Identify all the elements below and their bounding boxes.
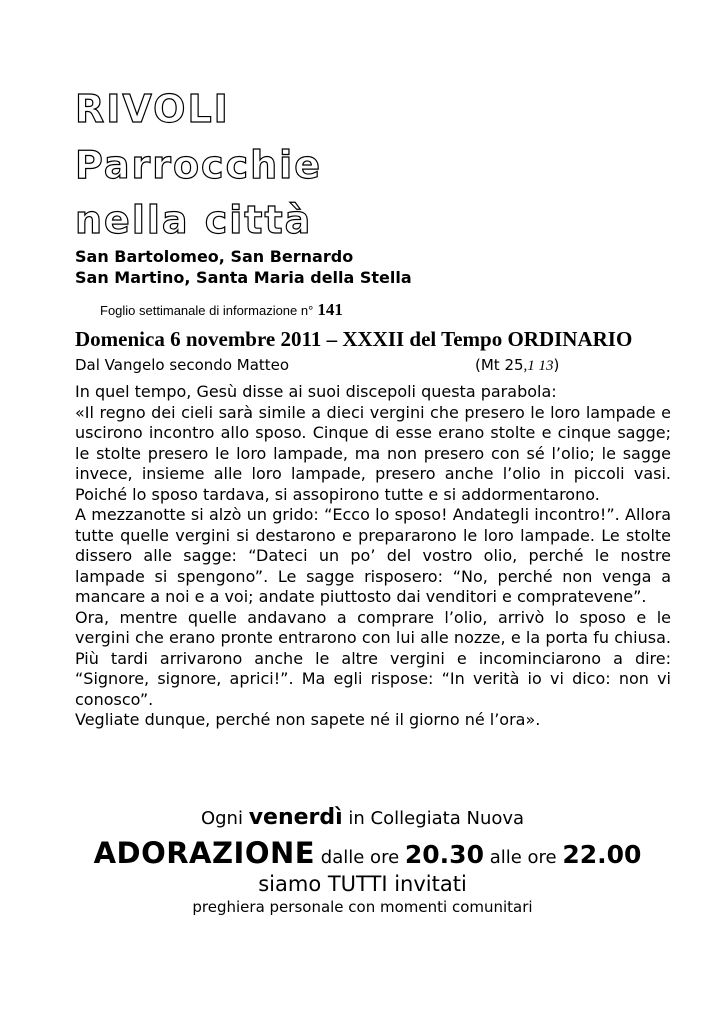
gospel-ref-verses: ,1 13 <box>523 358 554 374</box>
gospel-paragraph: «Il regno dei cieli sarà simile a dieci vergini che presero le loro lampade e uscirono incontro allo sposo. Cinque di esse erano stolte e cinque sagge; le stolte presero le loro lampade, ma non presero con sé l’olio; le sagge invece, insieme alle loro lampade, presero anche l’olio in piccoli vasi. Poiché lo sposo tardava, si assopirono tutte e si addormentarono. <box>75 402 671 504</box>
gospel-reference <box>475 356 559 375</box>
adoration-invite: siamo TUTTI invitati <box>258 872 467 896</box>
parish-line-1: San Bartolomeo, San Bernardo <box>75 247 354 266</box>
foglio-info <box>100 300 343 320</box>
parish-list <box>75 246 412 288</box>
adoration-end-time: 22.00 <box>562 840 642 869</box>
gospel-paragraph: A mezzanotte si alzò un grido: “Ecco lo sposo! Andategli incontro!”. Allora tutte quelle vergini si destarono e prepararono le loro lampade. Le stolte dissero alle sagge: “Dateci un po’ del vostro olio, perché le nostre lampade si spengono”. Le sagge risposero: “No, perché non venga a mancare a noi e a voi; andate piuttosto dai venditori e compratevene”. <box>75 505 671 606</box>
gospel-paragraph: In quel tempo, Gesù disse ai suoi discepoli questa parabola: <box>75 382 557 401</box>
adoration-line-2 <box>10 836 725 870</box>
adoration-notice <box>0 805 725 916</box>
adoration-ogni: Ogni <box>200 808 243 829</box>
gospel-ref-chapter: (Mt 25 <box>475 356 524 374</box>
adoration-dalle-ore: dalle ore <box>320 847 400 868</box>
gospel-ref-close: ) <box>553 356 560 374</box>
adoration-title: ADORAZIONE <box>93 836 316 870</box>
parish-line-2: San Martino, Santa Maria della Stella <box>75 268 412 287</box>
adoration-place: in Collegiata Nuova <box>348 808 525 829</box>
gospel-text <box>75 382 671 731</box>
adoration-alle-ore: alle ore <box>489 847 557 868</box>
title-parrocchie: Parrocchie <box>75 143 322 187</box>
adoration-start-time: 20.30 <box>404 840 484 869</box>
gospel-paragraph: Ora, mentre quelle andavano a comprare l’olio, arrivò lo sposo e le vergini che erano pronte entrarono con lui alle nozze, e la porta fu chiusa. Più tardi arrivarono anche le altre vergini e incominciarono a dire: “Signore, signore, aprici!”. Ma egli rispose: “In verità io vi dico: non vi conosco”. <box>75 607 671 709</box>
gospel-source: Dal Vangelo secondo Matteo <box>75 356 290 374</box>
adoration-line-1 <box>0 805 725 830</box>
gospel-paragraph: Vegliate dunque, perché non sapete né il giorno né l’ora». <box>75 710 541 729</box>
foglio-label: Foglio settimanale di informazione n° <box>100 303 314 318</box>
adoration-note: preghiera personale con momenti comunitari <box>192 898 533 916</box>
liturgy-date: Domenica 6 novembre 2011 – XXXII del Tempo ORDINARIO <box>75 327 633 351</box>
adoration-day: venerdì <box>248 805 343 830</box>
title-rivoli: RIVOLI <box>75 87 230 131</box>
foglio-number: 141 <box>317 300 343 319</box>
gospel-heading <box>75 356 675 374</box>
title-nella-citta: nella città <box>75 198 313 242</box>
